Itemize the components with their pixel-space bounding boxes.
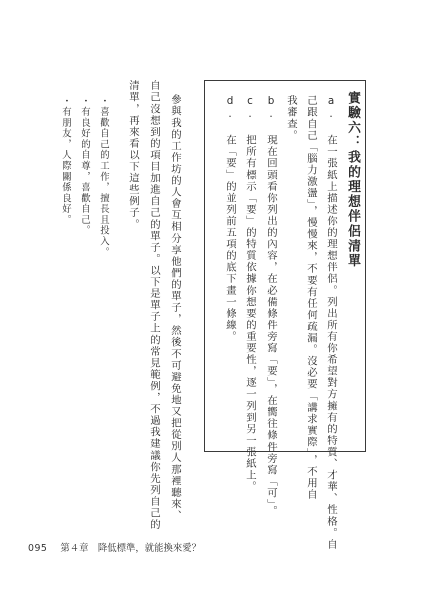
example-item-2: ・有良好的自尊，喜歡自己。 [79, 96, 90, 237]
example-item-1: ・喜歡自己的工作，擅長且投入。 [98, 96, 109, 258]
body-paragraph-line-2: 自己沒想到的項目加進自己的單子。以下是單子上的常見範例，不過我建議你先列自己的 [148, 80, 160, 531]
page-number: 095 [28, 543, 48, 554]
body-paragraph-line-1: 參與我的工作坊的人會互相分享他們的單子，然後不可避免地又把從別人那裡聽來、 [169, 94, 181, 522]
chapter-title: 第４章 降低標準，就能換來愛？ [60, 543, 202, 554]
exercise-line-c: c. 把所有標示「要」的特質依據你想要的重要性，逐一列到另一張紙上。 [244, 95, 256, 493]
example-item-3: ・有朋友，人際關係良好。 [60, 96, 71, 226]
exercise-line-b: b. 現在回頭看你列出的內容，在必備條件旁寫「要」，在嚮往條件旁寫「可」。 [265, 95, 277, 517]
exercise-title: 實驗六：我的理想伴侶清單 [345, 91, 360, 269]
exercise-line-a1: a. 在一張紙上描述你的理想伴侶。列出所有你希望對方擁有的特質、才華、性格。自 [325, 95, 337, 551]
exercise-line-a2: 己跟自己「腦力激盪」，慢慢來，不要有任何疏漏。沒必要「講求實際」，不用自 [305, 95, 317, 501]
exercise-box [204, 80, 366, 551]
exercise-line-d: d. 在「要」的並列前五項的底下畫一條線。 [224, 95, 236, 343]
body-paragraph-line-3: 清單，再來看以下這些例子。 [127, 80, 139, 231]
page-footer [28, 540, 201, 554]
exercise-line-a3: 我審查。 [285, 95, 297, 142]
